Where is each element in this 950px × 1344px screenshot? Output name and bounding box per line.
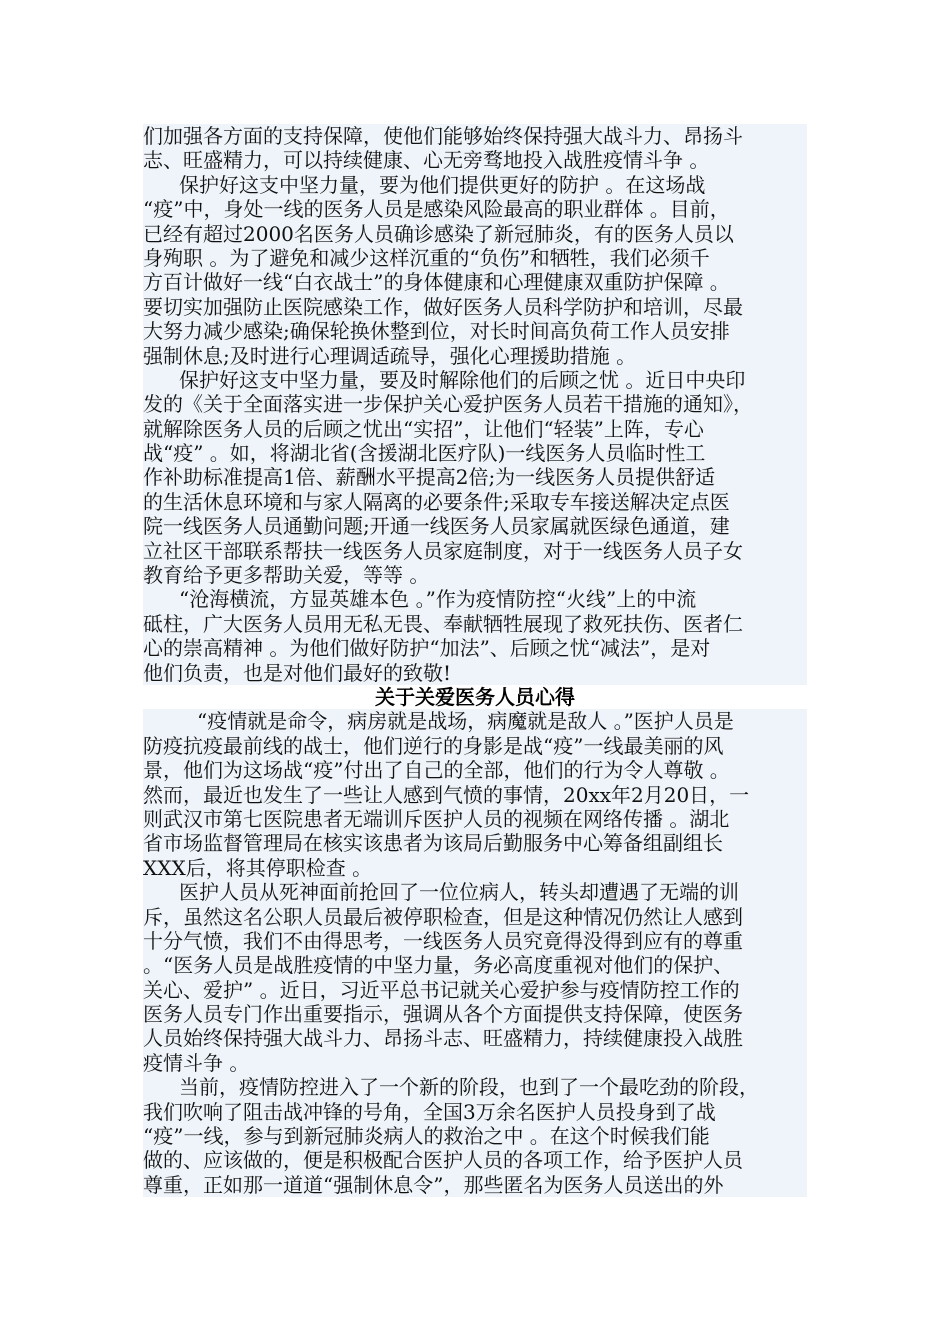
text-line: 保护好这支中坚力量，要为他们提供更好的防护 。在这场战 [179, 172, 706, 197]
text-line: 关心、爱护” 。近日，习近平总书记就关心爱护参与疫情防控工作的 [143, 977, 740, 1002]
text-line: 然而，最近也发生了一些让人感到气愤的事情，20xx年2月20日，一 [143, 782, 750, 807]
text-line: 的生活休息环境和与家人隔离的必要条件;采取专车接送解决定点医 [143, 489, 730, 514]
text-line: 我们吹响了阻击战冲锋的号角，全国3万余名医护人员投身到了战 [143, 1099, 716, 1124]
text-line: 战“疫” 。如，将湖北省(含援湖北医疗队)一线医务人员临时性工 [143, 441, 706, 466]
text-line: 。“医务人员是战胜疫情的中坚力量，务必高度重视对他们的保护、 [143, 953, 734, 978]
paragraph [143, 709, 807, 880]
text-line: 身殉职 。为了避免和减少这样沉重的“负伤”和牺牲，我们必须千 [143, 245, 710, 270]
text-line: 则武汉市第七医院患者无端训斥医护人员的视频在网络传播 。湖北 [143, 806, 730, 831]
paragraph [143, 124, 807, 173]
text-line: 教育给予更多帮助关爱，等等 。 [143, 563, 430, 588]
paragraph [143, 587, 807, 685]
text-line: “疫”一线，参与到新冠肺炎病人的救治之中 。在这个时候我们能 [143, 1124, 710, 1149]
text-line: XXX后，将其停职检查 。 [143, 855, 373, 880]
text-line: 他们负责，也是对他们最好的致敬! [143, 660, 452, 685]
text-line: 要切实加强防止医院感染工作，做好医务人员科学防护和培训，尽最 [143, 294, 743, 319]
text-line: 作补助标准提高1倍、薪酬水平提高2倍;为一线医务人员提供舒适 [143, 465, 716, 490]
text-line: 志、旺盛精力，可以持续健康、心无旁骛地投入战胜疫情斗争 。 [143, 148, 710, 173]
text-line: 医护人员从死神面前抢回了一位位病人，转头却遭遇了无端的训 [179, 880, 739, 905]
text-line: 保护好这支中坚力量，要及时解除他们的后顾之忧 。近日中央印 [179, 367, 746, 392]
text-line: 大努力减少感染;确保轮换休整到位，对长时间高负荷工作人员安排 [143, 319, 730, 344]
text-line: 院一线医务人员通勤问题;开通一线医务人员家属就医绿色通道，建 [143, 514, 730, 539]
text-line: 方百计做好一线“白衣战士”的身体健康和心理健康双重防护保障 。 [143, 270, 730, 295]
text-line: 疫情斗争 。 [143, 1050, 250, 1075]
text-line: 心的崇高精神 。为他们做好防护“加法”、后顾之忧“减法”，是对 [143, 636, 711, 661]
text-line: 景，他们为这场战“疫”付出了自己的全部，他们的行为令人尊敬 。 [143, 758, 730, 783]
text-line: “疫情就是命令，病房就是战场，病魔就是敌人 。”医护人员是 [197, 709, 734, 734]
text-line: “沧海横流，方显英雄本色 。”作为疫情防控“火线”上的中流 [179, 587, 697, 612]
text-line: 就解除医务人员的后顾之忧出“实招”，让他们“轻装”上阵，专心 [143, 416, 704, 441]
text-line: 们加强各方面的支持保障，使他们能够始终保持强大战斗力、昂扬斗 [143, 124, 743, 148]
article-section-1 [143, 124, 807, 685]
text-line: 医务人员专门作出重要指示，强调从各个方面提供支持保障，使医务 [143, 1002, 743, 1027]
text-line: 已经有超过2000名医务人员确诊感染了新冠肺炎，有的医务人员以 [143, 221, 734, 246]
text-line: 砥柱，广大医务人员用无私无畏、奉献牺牲展现了救死扶伤、医者仁 [143, 611, 743, 636]
text-line: 尊重，正如那一道道“强制休息令”，那些匿名为医务人员送出的外 [143, 1172, 724, 1197]
text-line: 发的《关于全面落实进一步保护关心爱护医务人员若干措施的通知》， [143, 392, 753, 417]
paragraph [143, 173, 807, 368]
text-line: 防疫抗疫最前线的战士，他们逆行的身影是战“疫”一线最美丽的风 [143, 733, 724, 758]
section-heading: 关于关爱医务人员心得 [375, 684, 575, 709]
text-line: 做的、应该做的，便是积极配合医护人员的各项工作，给予医护人员 [143, 1148, 743, 1173]
text-line: 斥，虽然这名公职人员最后被停职检查，但是这种情况仍然让人感到 [143, 904, 743, 929]
text-line: 人员始终保持强大战斗力、昂扬斗志、旺盛精力，持续健康投入战胜 [143, 1026, 743, 1051]
paragraph [143, 1075, 807, 1197]
article-section-2 [143, 709, 807, 1197]
text-line: 省市场监督管理局在核实该患者为该局后勤服务中心筹备组副组长 [143, 831, 723, 856]
paragraph [143, 880, 807, 1075]
text-line: 当前，疫情防控进入了一个新的阶段，也到了一个最吃劲的阶段， [179, 1075, 759, 1100]
text-line: 强制休息;及时进行心理调适疏导，强化心理援助措施 。 [143, 343, 637, 368]
paragraph [143, 368, 807, 588]
document-page [143, 124, 807, 1197]
text-line: 立社区干部联系帮扶一线医务人员家庭制度，对于一线医务人员子女 [143, 538, 743, 563]
text-line: 十分气愤，我们不由得思考，一线医务人员究竟得没得到应有的尊重 [143, 928, 743, 953]
text-line: “疫”中，身处一线的医务人员是感染风险最高的职业群体 。目前， [143, 197, 730, 222]
